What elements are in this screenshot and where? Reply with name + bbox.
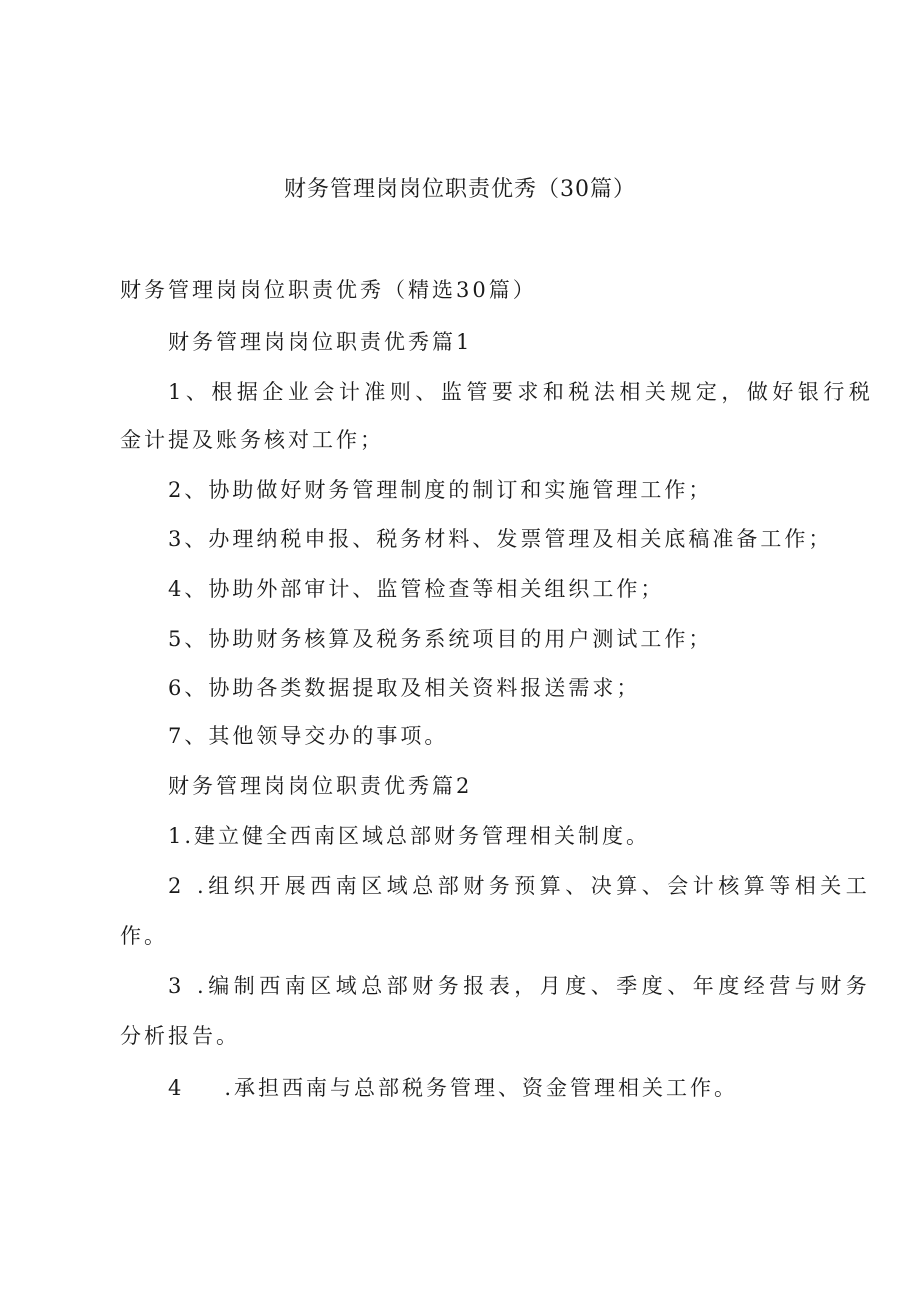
list-item: 1、根据企业会计准则、监管要求和税法相关规定，做好银行税 [168,380,875,404]
list-item: 7、其他领导交办的事项。 [168,724,449,748]
list-item: 3、办理纳税申报、税务材料、发票管理及相关底稿准备工作； [168,527,833,551]
list-item: 3 .编制西南区域总部财务报表，月度、季度、年度经营与财务 [168,974,872,998]
list-item-continuation: 金计提及账务核对工作； [120,428,384,452]
list-item: 6、协助各类数据提取及相关资料报送需求； [168,676,641,700]
list-item: 5、协助财务核算及税务系统项目的用户测试工作； [168,627,713,651]
list-item: 2、协助做好财务管理制度的制订和实施管理工作； [168,478,713,502]
list-item-number: 4 [168,1076,185,1100]
list-item: 4、协助外部审计、监管检查等相关组织工作； [168,577,665,601]
section-heading: 财务管理岗岗位职责优秀篇2 [168,774,473,798]
list-item: 2 .组织开展西南区域总部财务预算、决算、会计核算等相关工 [168,874,872,898]
list-item [168,1072,738,1102]
document-subtitle: 财务管理岗岗位职责优秀（精选30篇） [120,278,537,302]
list-item-text: .承担西南与总部税务管理、资金管理相关工作。 [224,1076,739,1100]
section-heading: 财务管理岗岗位职责优秀篇1 [168,330,473,354]
list-item: 1.建立健全西南区域总部财务管理相关制度。 [168,824,651,848]
list-item-continuation: 分析报告。 [120,1024,240,1048]
list-item-continuation: 作。 [120,924,168,948]
document-title: 财务管理岗岗位职责优秀（30篇） [284,177,636,202]
